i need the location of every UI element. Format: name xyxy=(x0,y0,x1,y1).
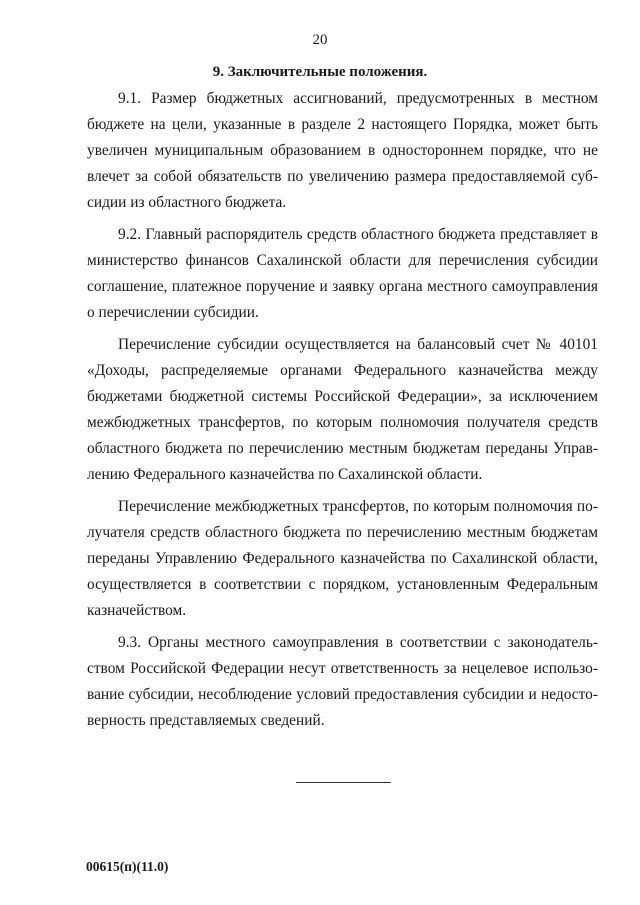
text-line: верность представляемых сведений. xyxy=(87,712,325,729)
text-line: переданы Управлению Федерального казначейства по Сахалинской области, xyxy=(87,550,598,567)
text-line: межбюджетных трансфертов, по которым полномочия получателя средств xyxy=(87,414,598,431)
paragraph-transfer-account xyxy=(87,332,598,488)
text-line: вание субсидии, несоблюдение условий предоставления субсидии и недосто- xyxy=(87,686,598,703)
section-title: 9. Заключительные положения. xyxy=(212,64,428,80)
text-line: осуществляется в соответствии с порядком, установленным Федеральным xyxy=(87,576,598,593)
text-line: «Доходы, распределяемые органами Федерального казначейства между xyxy=(87,362,598,379)
text-line: 9.2. Главный распорядитель средств областного бюджета представляет в xyxy=(118,226,598,243)
text-line: о перечислении субсидии. xyxy=(87,304,259,321)
paragraph-9-1 xyxy=(87,86,598,216)
text-line: влечет за собой обязательств по увеличению размера предоставляемой суб- xyxy=(87,168,598,185)
text-line: бюджетами бюджетной системы Российской Федерации», за исключением xyxy=(87,388,598,405)
text-line: Перечисление субсидии осуществляется на балансовый счет № 40101 xyxy=(118,336,598,353)
text-line: 9.1. Размер бюджетных ассигнований, предусмотренных в местном xyxy=(118,90,598,107)
closing-rule xyxy=(296,782,391,783)
body-text xyxy=(87,86,598,740)
text-line: казначейством. xyxy=(87,602,187,619)
text-line: областного бюджета по перечислению местным бюджетам переданы Управ- xyxy=(87,440,598,457)
page-number: 20 xyxy=(312,32,328,48)
text-line: лучателя средств областного бюджета по перечислению местным бюджетам xyxy=(87,524,598,541)
text-line: Перечисление межбюджетных трансфертов, по которым полномочия по- xyxy=(118,498,598,515)
paragraph-9-3 xyxy=(87,630,598,734)
text-line: увеличен муниципальным образованием в одностороннем порядке, что не xyxy=(87,142,598,159)
text-line: 9.3. Органы местного самоуправления в соответствии с законодатель- xyxy=(118,634,598,651)
paragraph-interbudget-transfers xyxy=(87,494,598,624)
document-code: 00615(п)(11.0) xyxy=(86,859,169,874)
text-line: соглашение, платежное поручение и заявку органа местного самоуправления xyxy=(87,278,598,295)
paragraph-9-2 xyxy=(87,222,598,326)
text-line: лению Федерального казначейства по Сахалинской области. xyxy=(87,466,483,483)
text-line: ством Российской Федерации несут ответственность за нецелевое использо- xyxy=(87,660,598,677)
text-line: бюджете на цели, указанные в разделе 2 настоящего Порядка, может быть xyxy=(87,116,598,133)
text-line: министерство финансов Сахалинской области для перечисления субсидии xyxy=(87,252,598,269)
text-line: сидии из областного бюджета. xyxy=(87,194,287,211)
